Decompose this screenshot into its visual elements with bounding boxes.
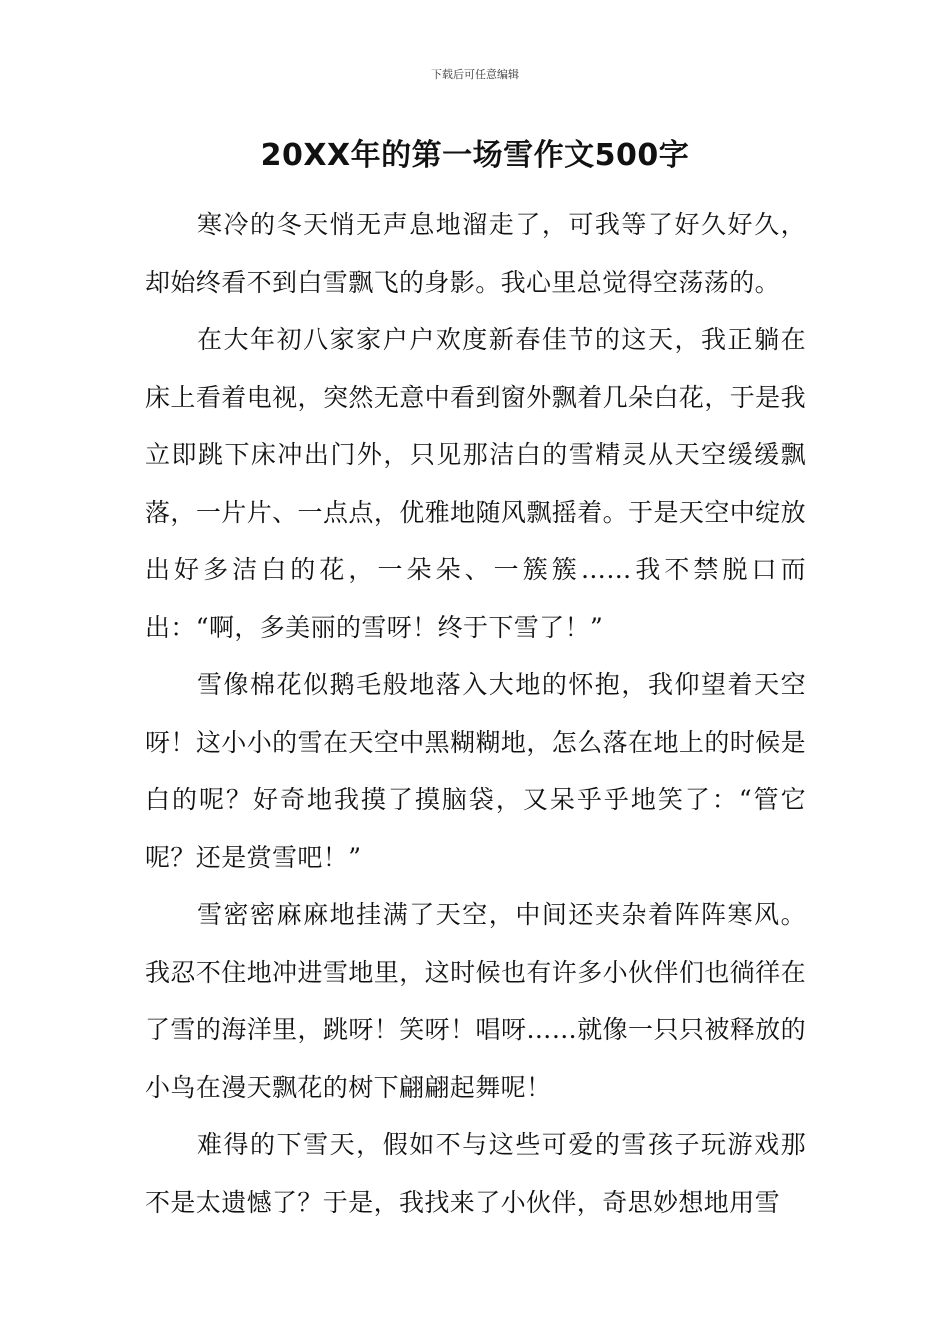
paragraph: 难得的下雪天，假如不与这些可爱的雪孩子玩游戏那不是太遗憾了？于是，我找来了小伙伴，奇思妙想地用雪 [145,1130,806,1217]
essay-body [145,196,806,1231]
paragraph: 雪像棉花似鹅毛般地落入大地的怀抱，我仰望着天空呀！这小小的雪在天空中黑糊糊地，怎么落在地上的时候是白的呢？好奇地我摸了摸脑袋，又呆乎乎地笑了：“管它呢？还是赏雪吧！” [145,670,806,872]
paragraph: 雪密密麻麻地挂满了天空，中间还夹杂着阵阵寒风。我忍不住地冲进雪地里，这时候也有许多小伙伴们也徜徉在了雪的海洋里，跳呀！笑呀！唱呀……就像一只只被释放的小鸟在漫天飘花的树下翩翩起舞呢！ [145,900,806,1102]
paragraph: 寒冷的冬天悄无声息地溜走了，可我等了好久好久，却始终看不到白雪飘飞的身影。我心里总觉得空荡荡的。 [145,210,806,297]
document-title: 20XX年的第一场雪作文500字 [260,138,690,173]
paragraph: 在大年初八家家户户欢度新春佳节的这天，我正躺在床上看着电视，突然无意中看到窗外飘着几朵白花，于是我立即跳下床冲出门外，只见那洁白的雪精灵从天空缓缓飘落，一片片、一点点，优雅地随风飘摇着。于是天空中绽放出好多洁白的花，一朵朵、一簇簇……我不禁脱口而出：“啊，多美丽的雪呀！终于下雪了！” [145,325,806,642]
header-note: 下载后可任意编辑 [431,68,519,81]
